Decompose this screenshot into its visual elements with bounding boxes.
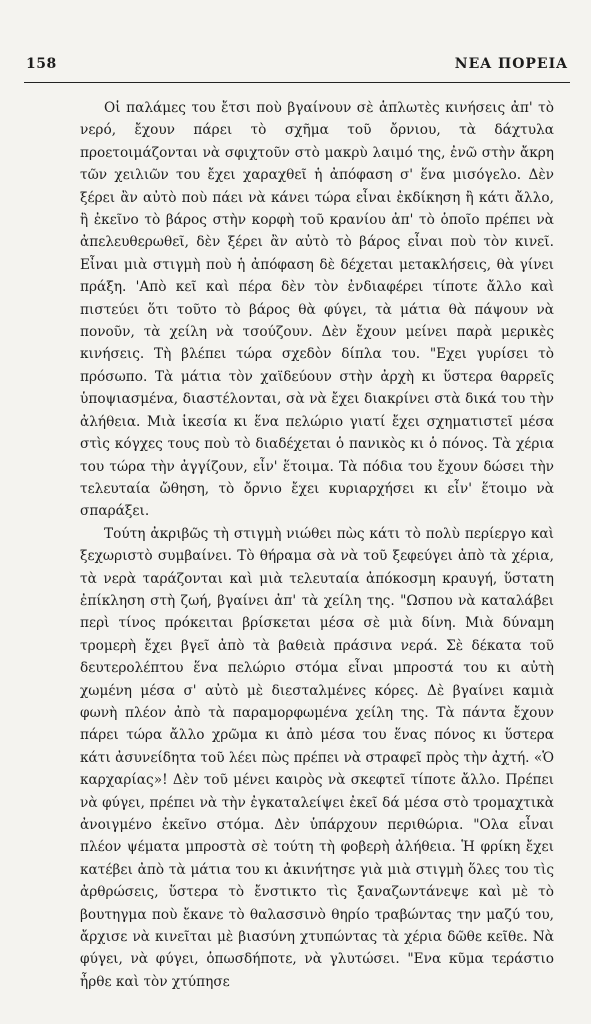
body-text: [80, 97, 554, 993]
page-number: 158: [26, 56, 57, 72]
paragraph-2: Τούτη ἀκριβῶς τὴ στιγμὴ νιώθει πὼς κάτι τὸ πολὺ περίεργο καὶ ξεχωριστὸ συμβαίνει. Τὸ θήραμα σὰ νὰ τοῦ ξεφεύγει ἀπὸ τὰ χέρια, τὰ νερὰ ταράζονται καὶ μιὰ τελευταία ἀπόκοσμη κραυγή, ὕστατη ἐπίκληση στὴ ζωή, βγαίνει ἀπ' τὰ χείλη της. "Ωσπου νὰ καταλάβει περὶ τίνος πρόκειται βρίσκεται μέσα σὲ μιὰ δίνη. Μιὰ δύναμη τρομερὴ ἔχει βγεῖ ἀπὸ τὰ βαθειὰ πράσινα νερά. Σὲ δέκατα τοῦ δευτερολέπτου ἕνα πελώριο στόμα εἶναι μπροστά του κι αὐτὴ χωμένη μέσα σ' αὐτὸ μὲ διεσταλμένες κόρες. Δὲ βγαίνει καμιὰ φωνὴ πλέον ἀπὸ τὰ παραμορφωμένα χείλη της. Τὰ πάντα ἔχουν πάρει τώρα ἄλλο χρῶμα κι ἀπὸ μέσα του ἕνας πόνος κι ὕστερα κάτι ἀσυνείδητα τοῦ λέει πὼς πρέπει νὰ στραφεῖ πρὸς τὴν ἀχτή. «Ὁ καρχαρίας»! Δὲν τοῦ μένει καιρὸς νὰ σκεφτεῖ τίποτε ἄλλο. Πρέπει νὰ φύγει, πρέπει νὰ τὴν ἐγκαταλείψει ἐκεῖ δά μέσα στὸ τρομαχτικὰ ἀνοιγμένο ἐκεῖνο στόμα. Δὲν ὑπάρχουν περιθώρια. "Ολα εἶναι πλέον ψέματα μπροστὰ σὲ τούτη τὴ φοβερὴ ἀλήθεια. Ἡ φρίκη ἔχει κατέβει ἀπὸ τὰ μάτια του κι ἀκινήτησε γιὰ μιὰ στιγμὴ ὅλες του τὶς ἀρθρώσεις, ὕστερα τὸ ἔνστικτο τὶς ξαναζωντάνεψε καὶ μὲ τὸ βουτηγμα ποὺ ἔκανε τὸ θαλασσινὸ θηρίο τραβώντας την μαζύ του, ἄρχισε νὰ κινεῖται μὲ βιασύνη χτυπώντας τὰ χέρια δῶθε κεῖθε. Νὰ φύγει, νὰ φύγει, ὁπωσδήποτε, νὰ γλυτώσει. "Ενα κῦμα τεράστιο ἦρθε καὶ τὸν χτύπησε: [80, 525, 554, 990]
journal-title: ΝΕΑ ΠΟΡΕΙΑ: [454, 56, 568, 72]
header-rule: [24, 82, 570, 83]
page-header: [24, 56, 570, 76]
paragraph-1: Οἱ παλάμες του ἔτσι ποὺ βγαίνουν σὲ ἁπλωτὲς κινήσεις ἀπ' τὸ νερό, ἔχουν πάρει τὸ σχῆμα τοῦ ὄρνιου, τὰ δάχτυλα προετοιμάζονται νὰ σφιχτοῦν στὸ μακρὺ λαιμό της, ἐνῶ στὴν ἄκρη τῶν χειλιῶν του ἔχει χαραχθεῖ ἡ ἀπόφαση σ' ἕνα μισόγελο. Δὲν ξέρει ἂν αὐτὸ ποὺ πάει νὰ κάνει τώρα εἶναι ἐκδίκηση ἢ κάτι ἄλλο, ἢ ἐκεῖνο τὸ βάρος στὴν κορφὴ τοῦ κρανίου ἀπ' τὸ ὁποῖο πρέπει νὰ ἀπελευθερωθεῖ, δὲν ξέρει ἂν αὐτὸ τὸ βάρος εἶναι ποὺ τὸν κινεῖ. Εἶναι μιὰ στιγμὴ ποὺ ἡ ἀπόφαση δὲ δέχεται μετακλήσεις, θὰ γίνει πράξη. 'Απὸ κεῖ καὶ πέρα δὲν τὸν ἐνδιαφέρει τίποτε ἄλλο καὶ πιστεύει ὅτι τοῦτο τὸ βάρος θὰ φύγει, τὰ μάτια θὰ πάψουν νὰ πονοῦν, τὰ χείλη νὰ τσούζουν. Δὲν ἔχουν μείνει παρὰ μερικὲς κινήσεις. Τὴ βλέπει τώρα σχεδὸν δίπλα του. "Εχει γυρίσει τὸ πρόσωπο. Τὰ μάτια τὸν χαϊδεύουν στὴν ἀρχὴ κι ὕστερα θαρρεῖς ὑποψιασμένα, διαστέλονται, σὰ νὰ ἔχει διακρίνει στὰ δικά του τὴν ἀλήθεια. Μιὰ ἱκεσία κι ἕνα πελώριο γιατί ἔχει σχηματιστεῖ μέσα στὶς κόγχες τους ποὺ τὸ διαδέχεται ὁ πανικὸς κι ὁ πόνος. Τὰ χέρια του τώρα τὴν ἀγγίζουν, εἶν' ἕτοιμα. Τὰ πόδια του ἔχουν δώσει τὴν τελευταία ὤθηση, τὸ ὄρνιο ἔχει κυριαρχήσει κι εἶν' ἕτοιμο νὰ σπαράξει.: [80, 100, 554, 520]
